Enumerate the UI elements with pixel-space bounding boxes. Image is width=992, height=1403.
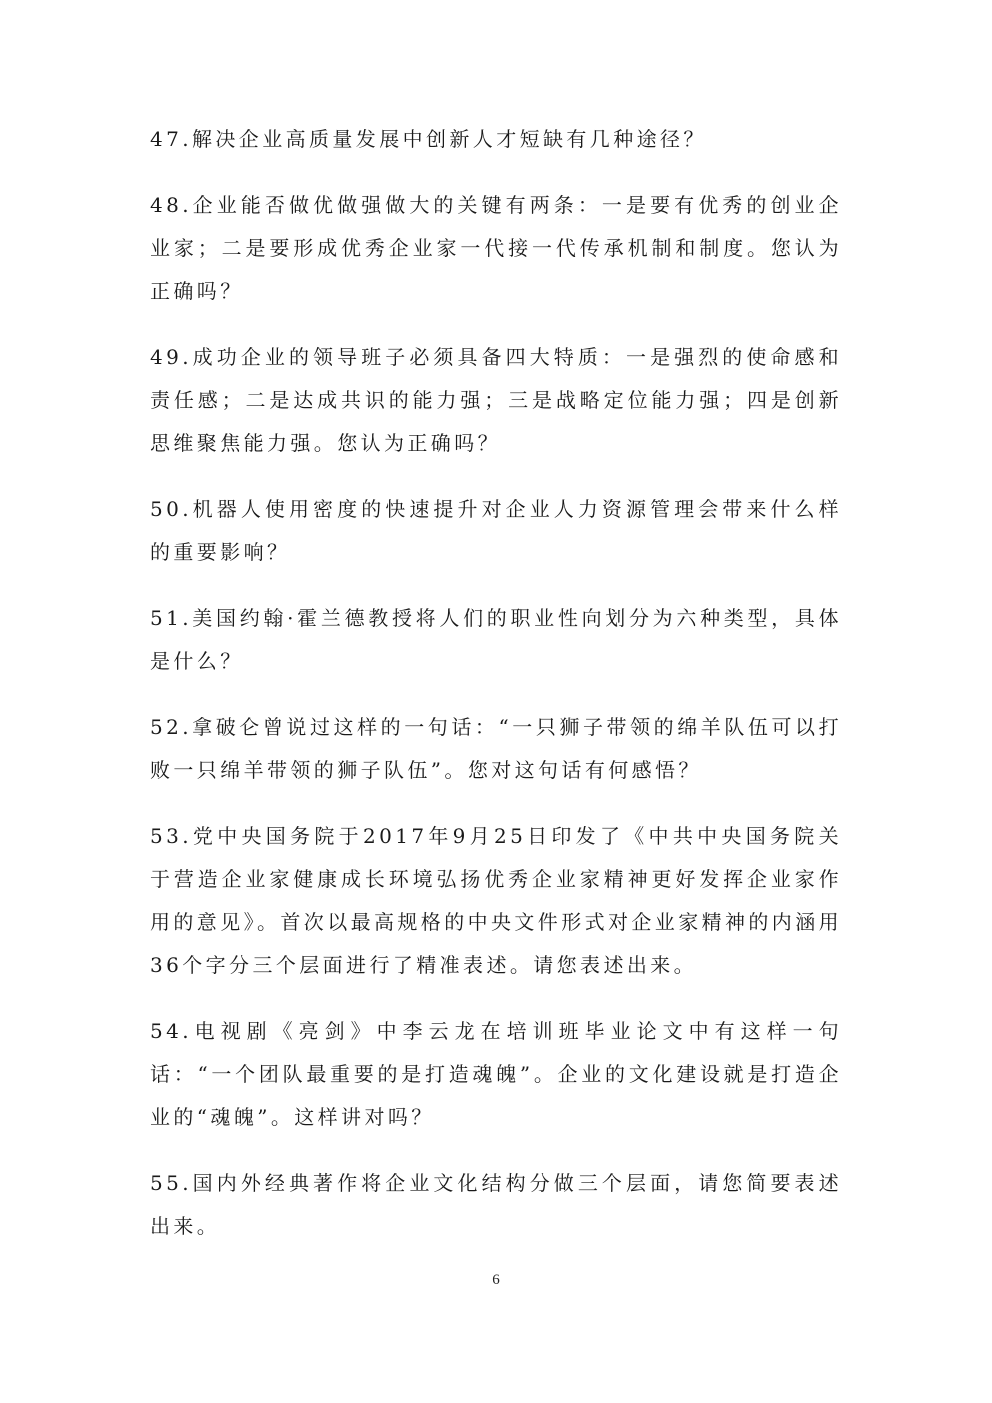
question-52: 52.拿破仑曾说过这样的一句话：“一只狮子带领的绵羊队伍可以打败一只绵羊带领的狮子队伍”。您对这句话有何感悟？ (150, 715, 842, 782)
question-53: 53.党中央国务院于2017年9月25日印发了《中共中央国务院关于营造企业家健康成长环境弘扬优秀企业家精神更好发挥企业家作用的意见》。首次以最高规格的中央文件形式对企业家精神的内涵用36个字分三个层面进行了精准表述。请您表述出来。 (150, 824, 842, 977)
question-47: 47.解决企业高质量发展中创新人才短缺有几种途径？ (150, 127, 707, 151)
question-55: 55.国内外经典著作将企业文化结构分做三个层面，请您简要表述出来。 (150, 1171, 842, 1238)
question-54: 54.电视剧《亮剑》中李云龙在培训班毕业论文中有这样一句话：“一个团队最重要的是打造魂魄”。企业的文化建设就是打造企业的“魂魄”。这样讲对吗？ (150, 1019, 842, 1129)
question-51: 51.美国约翰·霍兰德教授将人们的职业性向划分为六种类型，具体是什么？ (150, 606, 842, 673)
question-50: 50.机器人使用密度的快速提升对企业人力资源管理会带来什么样的重要影响？ (150, 497, 842, 564)
page-number: 6 (492, 1272, 500, 1288)
question-49: 49.成功企业的领导班子必须具备四大特质：一是强烈的使命感和责任感；二是达成共识的能力强；三是战略定位能力强；四是创新思维聚焦能力强。您认为正确吗？ (150, 345, 842, 455)
question-list (150, 118, 842, 1271)
question-48: 48.企业能否做优做强做大的关键有两条：一是要有优秀的创业企业家；二是要形成优秀企业家一代接一代传承机制和制度。您认为正确吗？ (150, 193, 842, 303)
